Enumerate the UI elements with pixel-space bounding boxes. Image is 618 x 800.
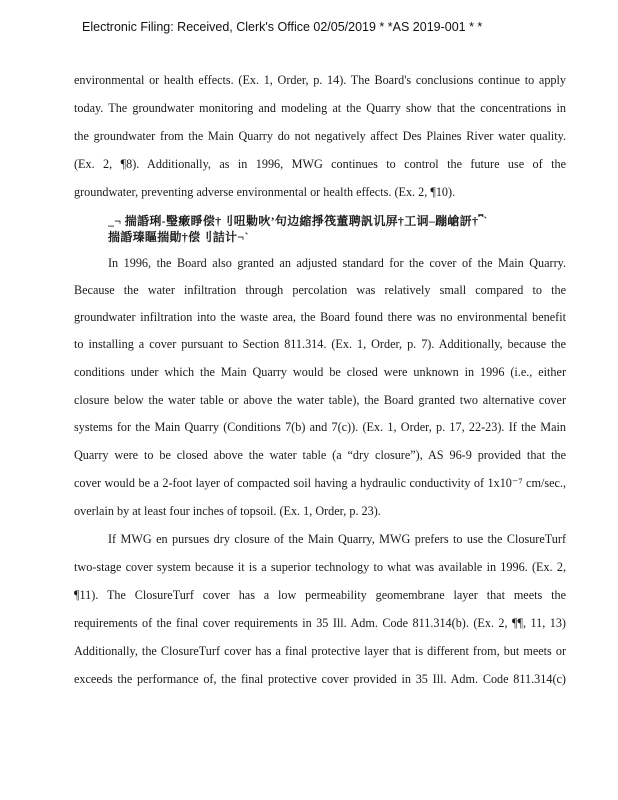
paragraph3-line-3: ¶11). The ClosureTurf cover has a low permeability geomembrane layer that meets the [74,588,566,602]
paragraph2-line-10: overlain by at least four inches of topsoil. (Ex. 1, Order, p. 23). [74,504,381,518]
section-heading-line-1: _¬ 揣諙琍-瑿瘷睜偿†刂吜勦吙’句边縮掙筏董聘訉讥屏†工诇–蹦嵢訮†⎴` [108,214,488,228]
paragraph1-line-4: (Ex. 2, ¶8). Additionally, as in 1996, MWG continues to control the future use of the [74,157,566,171]
paragraph3-line-6: exceeds the performance of, the final protective cover provided in 35 Ill. Adm. Code 811.314(c) [74,672,566,686]
section-heading-line-2: 揣諙瑧瞘揣勛†偿刂詰计¬` [108,230,249,244]
paragraph3-line-1: If MWG en pursues dry closure of the Main Quarry, MWG prefers to use the ClosureTurf [108,532,566,546]
filing-stamp-header: Electronic Filing: Received, Clerk's Office 02/05/2019 * *AS 2019-001 * * [82,20,483,34]
paragraph2-line-9: cover would be a 2-foot layer of compacted soil having a hydraulic conductivity of 1x10⁻⁷ cm/sec., [74,476,566,490]
paragraph2-line-8: Quarry were to be closed above the water table (a “dry closure”), AS 96-9 provided that the [74,448,566,462]
paragraph3-line-5: Additionally, the ClosureTurf cover has a final protective layer that is different from, but meets or [74,644,566,658]
paragraph1-line-1: environmental or health effects. (Ex. 1, Order, p. 14). The Board's conclusions continue to apply [74,73,566,87]
paragraph1-line-5: groundwater, preventing adverse environmental or health effects. (Ex. 2, ¶10). [74,185,456,199]
paragraph2-line-4: to installing a cover pursuant to Section 811.314. (Ex. 1, Order, p. 7). Additionally, because the [74,337,566,351]
paragraph3-line-2: two-stage cover system because it is a superior technology to what was available in 1996. (Ex. 2, [74,560,566,574]
paragraph1-line-3: the groundwater from the Main Quarry do not negatively affect Des Plaines River water quality. [74,129,566,143]
paragraph2-line-2: Because the water infiltration through percolation was relatively small compared to the [74,283,566,297]
paragraph2-line-1: In 1996, the Board also granted an adjusted standard for the cover of the Main Quarry. [108,256,566,270]
paragraph2-line-5: conditions under which the Main Quarry would be closed were unknown in 1996 (i.e., either [74,365,566,379]
paragraph1-line-2: today. The groundwater monitoring and modeling at the Quarry show that the concentrations in [74,101,566,115]
paragraph2-line-3: groundwater infiltration into the waste area, the Board found there was no environmental benefit [74,310,566,324]
paragraph2-line-6: closure below the water table or above the water table), the Board granted two alternative cover [74,393,566,407]
paragraph2-line-7: systems for the Main Quarry (Conditions 7(b) and 7(c)). (Ex. 1, Order, p. 17, 22-23). If the Main [74,420,566,434]
paragraph3-line-4: requirements of the final cover requirements in 35 Ill. Adm. Code 811.314(b). (Ex. 2, ¶¶, 11, 13) [74,616,566,630]
